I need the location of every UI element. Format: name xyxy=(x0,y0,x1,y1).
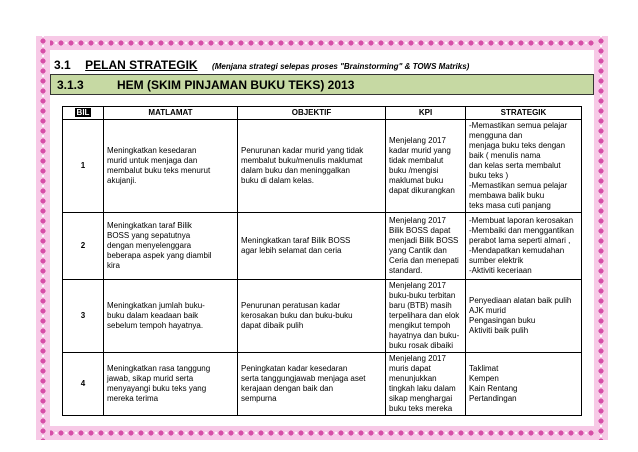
cell-text-line: menjaga buku teks dengan xyxy=(469,141,566,150)
cell-text-line: -Memastikan semua pelajar xyxy=(469,181,568,190)
subsection-number: 3.1.3 xyxy=(57,77,84,92)
cell-text-line: mengikut tempoh xyxy=(389,321,451,330)
cell-text-line: membalut buku teks menurut xyxy=(107,166,211,175)
cell-text-line: Meningkatkan rasa tanggung xyxy=(107,364,211,373)
cell-objektif xyxy=(238,280,386,353)
cell-text-line: buku dalam keadaan baik xyxy=(107,311,199,320)
cell-text-line: dengan menyelenggara xyxy=(107,241,192,250)
cell-matlamat xyxy=(104,120,238,213)
cell-matlamat xyxy=(104,353,238,416)
cell-text-line: mereka terima xyxy=(107,394,159,403)
cell-text-line: hayatnya dan buku- xyxy=(389,331,460,340)
cell-text-line: murid untuk menjaga dan xyxy=(107,156,198,165)
cell-text-line: tidak membalut xyxy=(389,156,444,165)
cell-text-line: yang Cantik dan xyxy=(389,246,447,255)
cell-text-line: dapat dikurangkan xyxy=(389,186,455,195)
cell-text-line: buku teks ) xyxy=(469,171,509,180)
cell-matlamat xyxy=(104,213,238,280)
cell-strategik xyxy=(466,120,582,213)
cell-text-line: menyayangi buku teks yang xyxy=(107,384,207,393)
cell-text-line: Taklimat xyxy=(469,364,499,373)
cell-text-line: -Memastikan semua pelajar xyxy=(469,121,568,130)
cell-kpi xyxy=(386,213,466,280)
cell-text-line: maklumat buku xyxy=(389,176,444,185)
cell-text-line: -Membuat laporan kerosakan xyxy=(469,216,574,225)
cell-text-line: Menjelang 2017 xyxy=(389,354,446,363)
cell-text-line: Menjelang 2017 xyxy=(389,216,446,225)
strategy-table xyxy=(62,106,582,416)
cell-text-line: -Membaiki dan menggantikan xyxy=(469,226,574,235)
decorative-border-left xyxy=(36,36,50,440)
cell-text-line: Meningkatkan jumlah buku- xyxy=(107,301,205,310)
document-content xyxy=(50,50,594,426)
cell-text-line: Menjelang 2017 xyxy=(389,136,446,145)
cell-strategik xyxy=(466,213,582,280)
cell-text-line: buku rosak dibaiki xyxy=(389,341,454,350)
cell-text-line: dan kelas serta membalut xyxy=(469,161,561,170)
cell-text-line: sikap menghargai xyxy=(389,394,453,403)
cell-kpi xyxy=(386,280,466,353)
cell-strategik xyxy=(466,353,582,416)
cell-text-line: terpelihara dan elok xyxy=(389,311,460,320)
cell-text-line: kerajaan dengan baik dan xyxy=(241,384,334,393)
cell-text-line: Peningkatan kadar kesedaran xyxy=(241,364,348,373)
cell-text-line: -Mendapatkan kemudahan xyxy=(469,246,565,255)
cell-bil: 1 xyxy=(63,120,104,213)
table-row xyxy=(63,120,582,213)
cell-text-line: Pengasingan buku xyxy=(469,316,536,325)
cell-text-line: buku teks mereka xyxy=(389,404,453,413)
cell-text-line: jawab, sikap murid serta xyxy=(107,374,194,383)
section-number: 3.1 xyxy=(54,58,71,72)
cell-text-line: kira xyxy=(107,261,120,270)
cell-text-line: Bilik BOSS dapat xyxy=(389,226,451,235)
cell-text-line: sebelum tempoh hayatnya. xyxy=(107,321,204,330)
cell-text-line: Kempen xyxy=(469,374,499,383)
cell-text-line: BOSS yang sepatutnya xyxy=(107,231,191,240)
cell-text-line: baik ( menulis nama xyxy=(469,151,541,160)
decorative-border-bottom xyxy=(36,426,608,440)
cell-text-line: dapat dibaik pulih xyxy=(241,321,304,330)
cell-kpi xyxy=(386,353,466,416)
cell-text-line: perabot lama seperti almari , xyxy=(469,236,571,245)
subsection-heading xyxy=(50,74,594,95)
header-objektif: OBJEKTIF xyxy=(238,107,386,120)
section-heading xyxy=(54,56,469,74)
table-row xyxy=(63,280,582,353)
header-strategik: STRATEGIK xyxy=(466,107,582,120)
cell-text-line: kadar murid yang xyxy=(389,146,451,155)
header-matlamat: MATLAMAT xyxy=(104,107,238,120)
decorative-border-top xyxy=(36,36,608,50)
cell-text-line: -Aktiviti keceriaan xyxy=(469,266,532,275)
cell-text-line: kerosakan buku dan buku-buku xyxy=(241,311,353,320)
section-subtitle: (Menjana strategi selepas proses "Brainstorming" & TOWS Matriks) xyxy=(212,62,470,71)
cell-text-line: buku di dalam kelas. xyxy=(241,176,314,185)
cell-kpi xyxy=(386,120,466,213)
cell-text-line: Pertandingan xyxy=(469,394,517,403)
section-title: PELAN STRATEGIK xyxy=(85,58,198,72)
cell-text-line: Penurunan peratusan kadar xyxy=(241,301,341,310)
cell-text-line: Penurunan kadar murid yang tidak xyxy=(241,146,364,155)
cell-text-line: menunjukkan xyxy=(389,374,437,383)
cell-text-line: Aktiviti baik pulih xyxy=(469,326,529,335)
decorative-border-right xyxy=(594,36,608,440)
cell-text-line: beberapa aspek yang diambil xyxy=(107,251,212,260)
cell-objektif xyxy=(238,120,386,213)
cell-objektif xyxy=(238,213,386,280)
cell-text-line: Meningkatkan taraf Bilik BOSS xyxy=(241,236,351,245)
cell-text-line: membawa balik buku xyxy=(469,191,545,200)
cell-text-line: AJK murid xyxy=(469,306,506,315)
cell-text-line: serta tanggungjawab menjaga aset xyxy=(241,374,366,383)
cell-text-line: Meningkatkan kesedaran xyxy=(107,146,197,155)
cell-text-line: membalut buku/menulis maklumat xyxy=(241,156,363,165)
cell-text-line: tingkah laku dalam xyxy=(389,384,456,393)
table-header-row xyxy=(63,107,582,120)
cell-text-line: Kain Rentang xyxy=(469,384,518,393)
header-bil: BIL xyxy=(63,107,104,120)
cell-strategik xyxy=(466,280,582,353)
cell-objektif xyxy=(238,353,386,416)
cell-text-line: baru (BTB) masih xyxy=(389,301,452,310)
cell-text-line: Meningkatkan taraf Bilik xyxy=(107,221,192,230)
cell-text-line: mengguna dan xyxy=(469,131,523,140)
cell-text-line: muris dapat xyxy=(389,364,431,373)
cell-text-line: buku-buku terbitan xyxy=(389,291,456,300)
cell-bil: 4 xyxy=(63,353,104,416)
header-kpi: KPI xyxy=(386,107,466,120)
cell-text-line: Menjelang 2017 xyxy=(389,281,446,290)
cell-bil: 3 xyxy=(63,280,104,353)
cell-text-line: standard. xyxy=(389,266,423,275)
cell-text-line: sumber elektrik xyxy=(469,256,524,265)
cell-text-line: buku /mengisi xyxy=(389,166,439,175)
cell-text-line: sempurna xyxy=(241,394,277,403)
cell-text-line: teks masa cuti panjang xyxy=(469,201,551,210)
cell-text-line: akujanji. xyxy=(107,176,137,185)
cell-text-line: dalam buku dan meninggalkan xyxy=(241,166,350,175)
subsection-title: HEM (SKIM PINJAMAN BUKU TEKS) 2013 xyxy=(117,77,355,92)
table-row xyxy=(63,213,582,280)
cell-text-line: Ceria dan menepati xyxy=(389,256,459,265)
cell-matlamat xyxy=(104,280,238,353)
cell-bil: 2 xyxy=(63,213,104,280)
cell-text-line: Penyediaan alatan baik pulih xyxy=(469,296,572,305)
cell-text-line: agar lebih selamat dan ceria xyxy=(241,246,342,255)
table-row xyxy=(63,353,582,416)
cell-text-line: menjadi Bilik BOSS xyxy=(389,236,459,245)
